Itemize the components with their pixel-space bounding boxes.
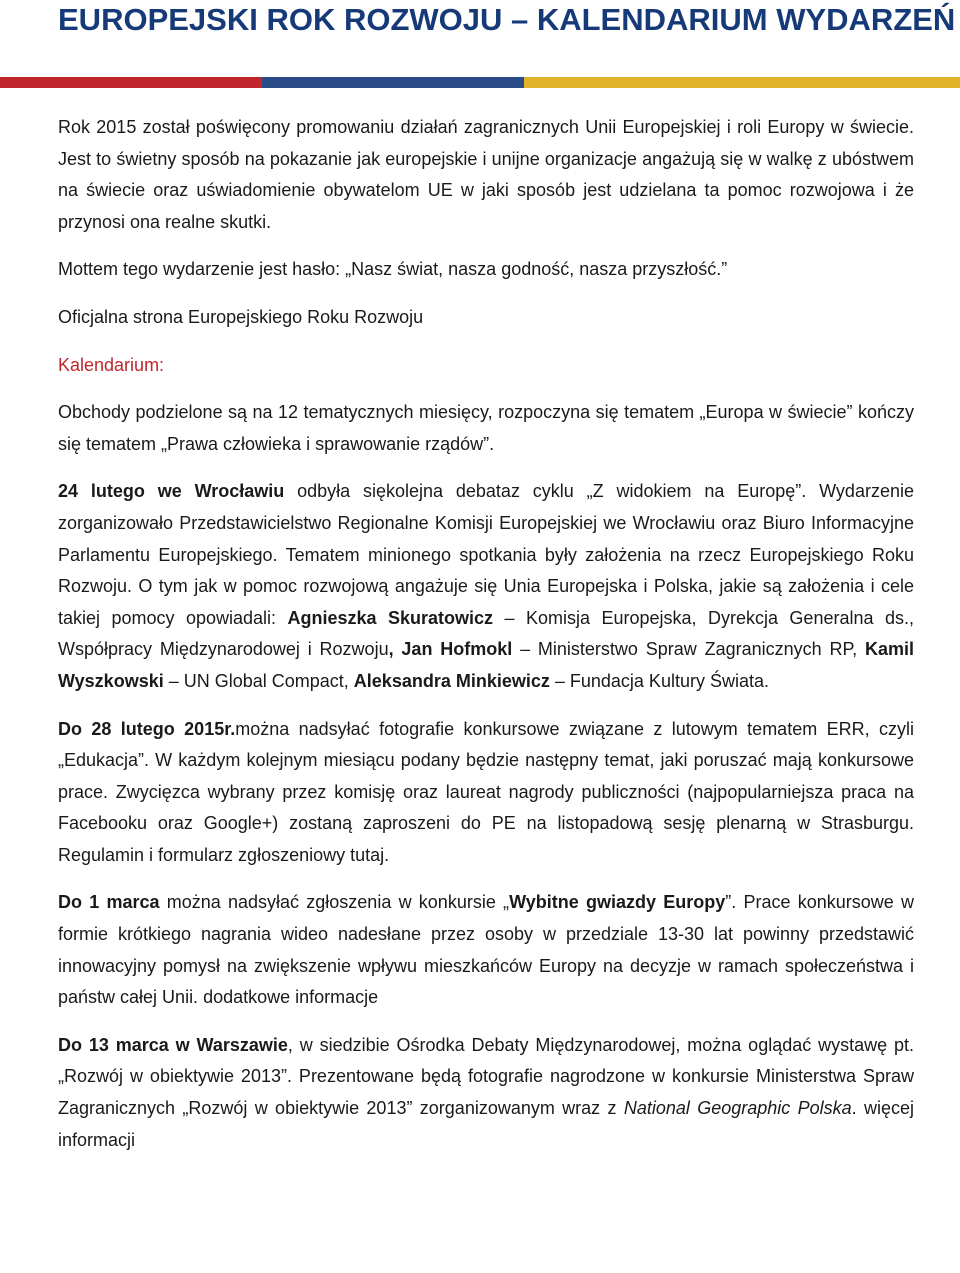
speaker-name: Kamil Wyszkowski <box>58 639 914 691</box>
event-text: – Ministerstwo Spraw Zagranicznych RP, <box>512 639 865 660</box>
event-text: można nadsyłać fotografie konkursowe związane z lutowym tematem ERR, czyli „Edukacja”. W każdym kolejnym miesiącu podany będzie następny temat, jaki poruszać mają konkursowe prace. Zwycięzca wybrany przez komisję oraz laureat nagrody publiczności (najpopularniejsza praca na Facebooku oraz Google+) zostaną zaproszeni do PE na listopadową sesję plenarną w Strasburgu. Regulamin i formularz zgłoszeniowy tutaj. <box>58 718 914 865</box>
calendar-overview: Obchody podzielone są na 12 tematycznych miesięcy, rozpoczyna się tematem „Europa w świecie” kończy się tematem „Prawa człowieka i sprawowanie rządów”. <box>58 402 914 454</box>
event-date-place: 24 lutego we Wrocławiu <box>58 481 285 502</box>
intro-paragraph: Rok 2015 został poświęcony promowaniu działań zagranicznych Unii Europejskiej i roli Europy w świecie. Jest to świetny sposób na pokazanie jak europejskie i unijne organizacje angażują się w walkę z ubóstwem na świecie oraz uświadomienie obywatelom UE w jaki sposób jest udzielana ta pomoc rozwojowa i że przynosi ona realne skutki. <box>58 117 914 232</box>
official-site-link[interactable]: Oficjalna strona Europejskiego Roku Rozwoju <box>58 306 424 327</box>
header-stripe-gold <box>524 77 960 88</box>
contest-name: Wybitne gwiazdy Europy <box>509 892 726 913</box>
event-text: . więcej informacji <box>58 1098 914 1150</box>
event-text: odbyła siękolejna debataz cyklu „Z widokiem na Europę”. Wydarzenie zorganizowało Przedstawicielstwo Regionalne Komisji Europejskiej we Wrocławiu oraz Biuro Informacyjne Parlamentu Europejskiego. Tematem minionego spotkania były założenia na rzecz Europejskiego Roku Rozwoju. O tym jak w pomoc rozwojową angażuje się Unia Europejska i Polska, jakie są założenia i cele takiej pomocy opowiadali: <box>58 481 914 628</box>
partner-name: National Geographic Polska <box>623 1098 852 1119</box>
event-text: – UN Global Compact, <box>163 670 354 691</box>
event-date: Do 1 marca <box>58 892 160 913</box>
page-title: EUROPEJSKI ROK ROZWOJU – KALENDARIUM WYDARZEŃ <box>58 2 956 37</box>
event-text: – Komisja Europejska, Dyrekcja Generalna ds. <box>493 607 909 628</box>
event-text-bold: , <box>388 639 402 660</box>
event-text: ”. Prace konkursowe w formie krótkiego nagrania wideo nadesłane przez osoby w przedziale 13-30 lat powinny przedstawić innowacyjny pomysł na zwiększenie wpływu mieszkańców Europy na decyzje w ramach społeczeństwa i państw całej Unii. dodatkowe informacje <box>58 892 914 1008</box>
event-stars-contest-paragraph <box>58 887 914 1013</box>
document-body <box>58 112 914 1172</box>
event-wroclaw-paragraph <box>58 476 914 697</box>
event-text: można nadsyłać zgłoszenia w konkursie „ <box>159 892 510 913</box>
event-date-place: Do 13 marca w Warszawie <box>58 1034 288 1055</box>
event-text: , w siedzibie Ośrodka Debaty Międzynarodowej, można oglądać wystawę pt. „Rozwój w obiektywie 2013”. Prezentowane będą fotografie nagrodzone w konkursie Ministerstwa Spraw Zagranicznych „Rozwój w obiektywie 2013” zorganizowanym wraz z <box>58 1034 914 1119</box>
speaker-name: Agnieszka Skuratowicz <box>287 607 494 628</box>
motto-paragraph: Mottem tego wydarzenie jest hasło: „Nasz świat, nasza godność, nasza przyszłość.” <box>58 259 728 280</box>
calendar-heading: Kalendarium: <box>58 354 165 375</box>
event-date: Do 28 lutego 2015r. <box>58 718 236 739</box>
event-text: , Współpracy Międzynarodowej i Rozwoju <box>58 607 914 660</box>
event-exhibition-paragraph <box>58 1030 914 1156</box>
event-text: – Fundacja Kultury Świata. <box>549 670 769 691</box>
event-photo-contest-paragraph <box>58 714 914 872</box>
speaker-name: Jan Hofmokl <box>401 639 513 660</box>
header-stripe-red <box>0 77 262 88</box>
speaker-name: Aleksandra Minkiewicz <box>353 670 550 691</box>
header-stripe-blue <box>262 77 524 88</box>
